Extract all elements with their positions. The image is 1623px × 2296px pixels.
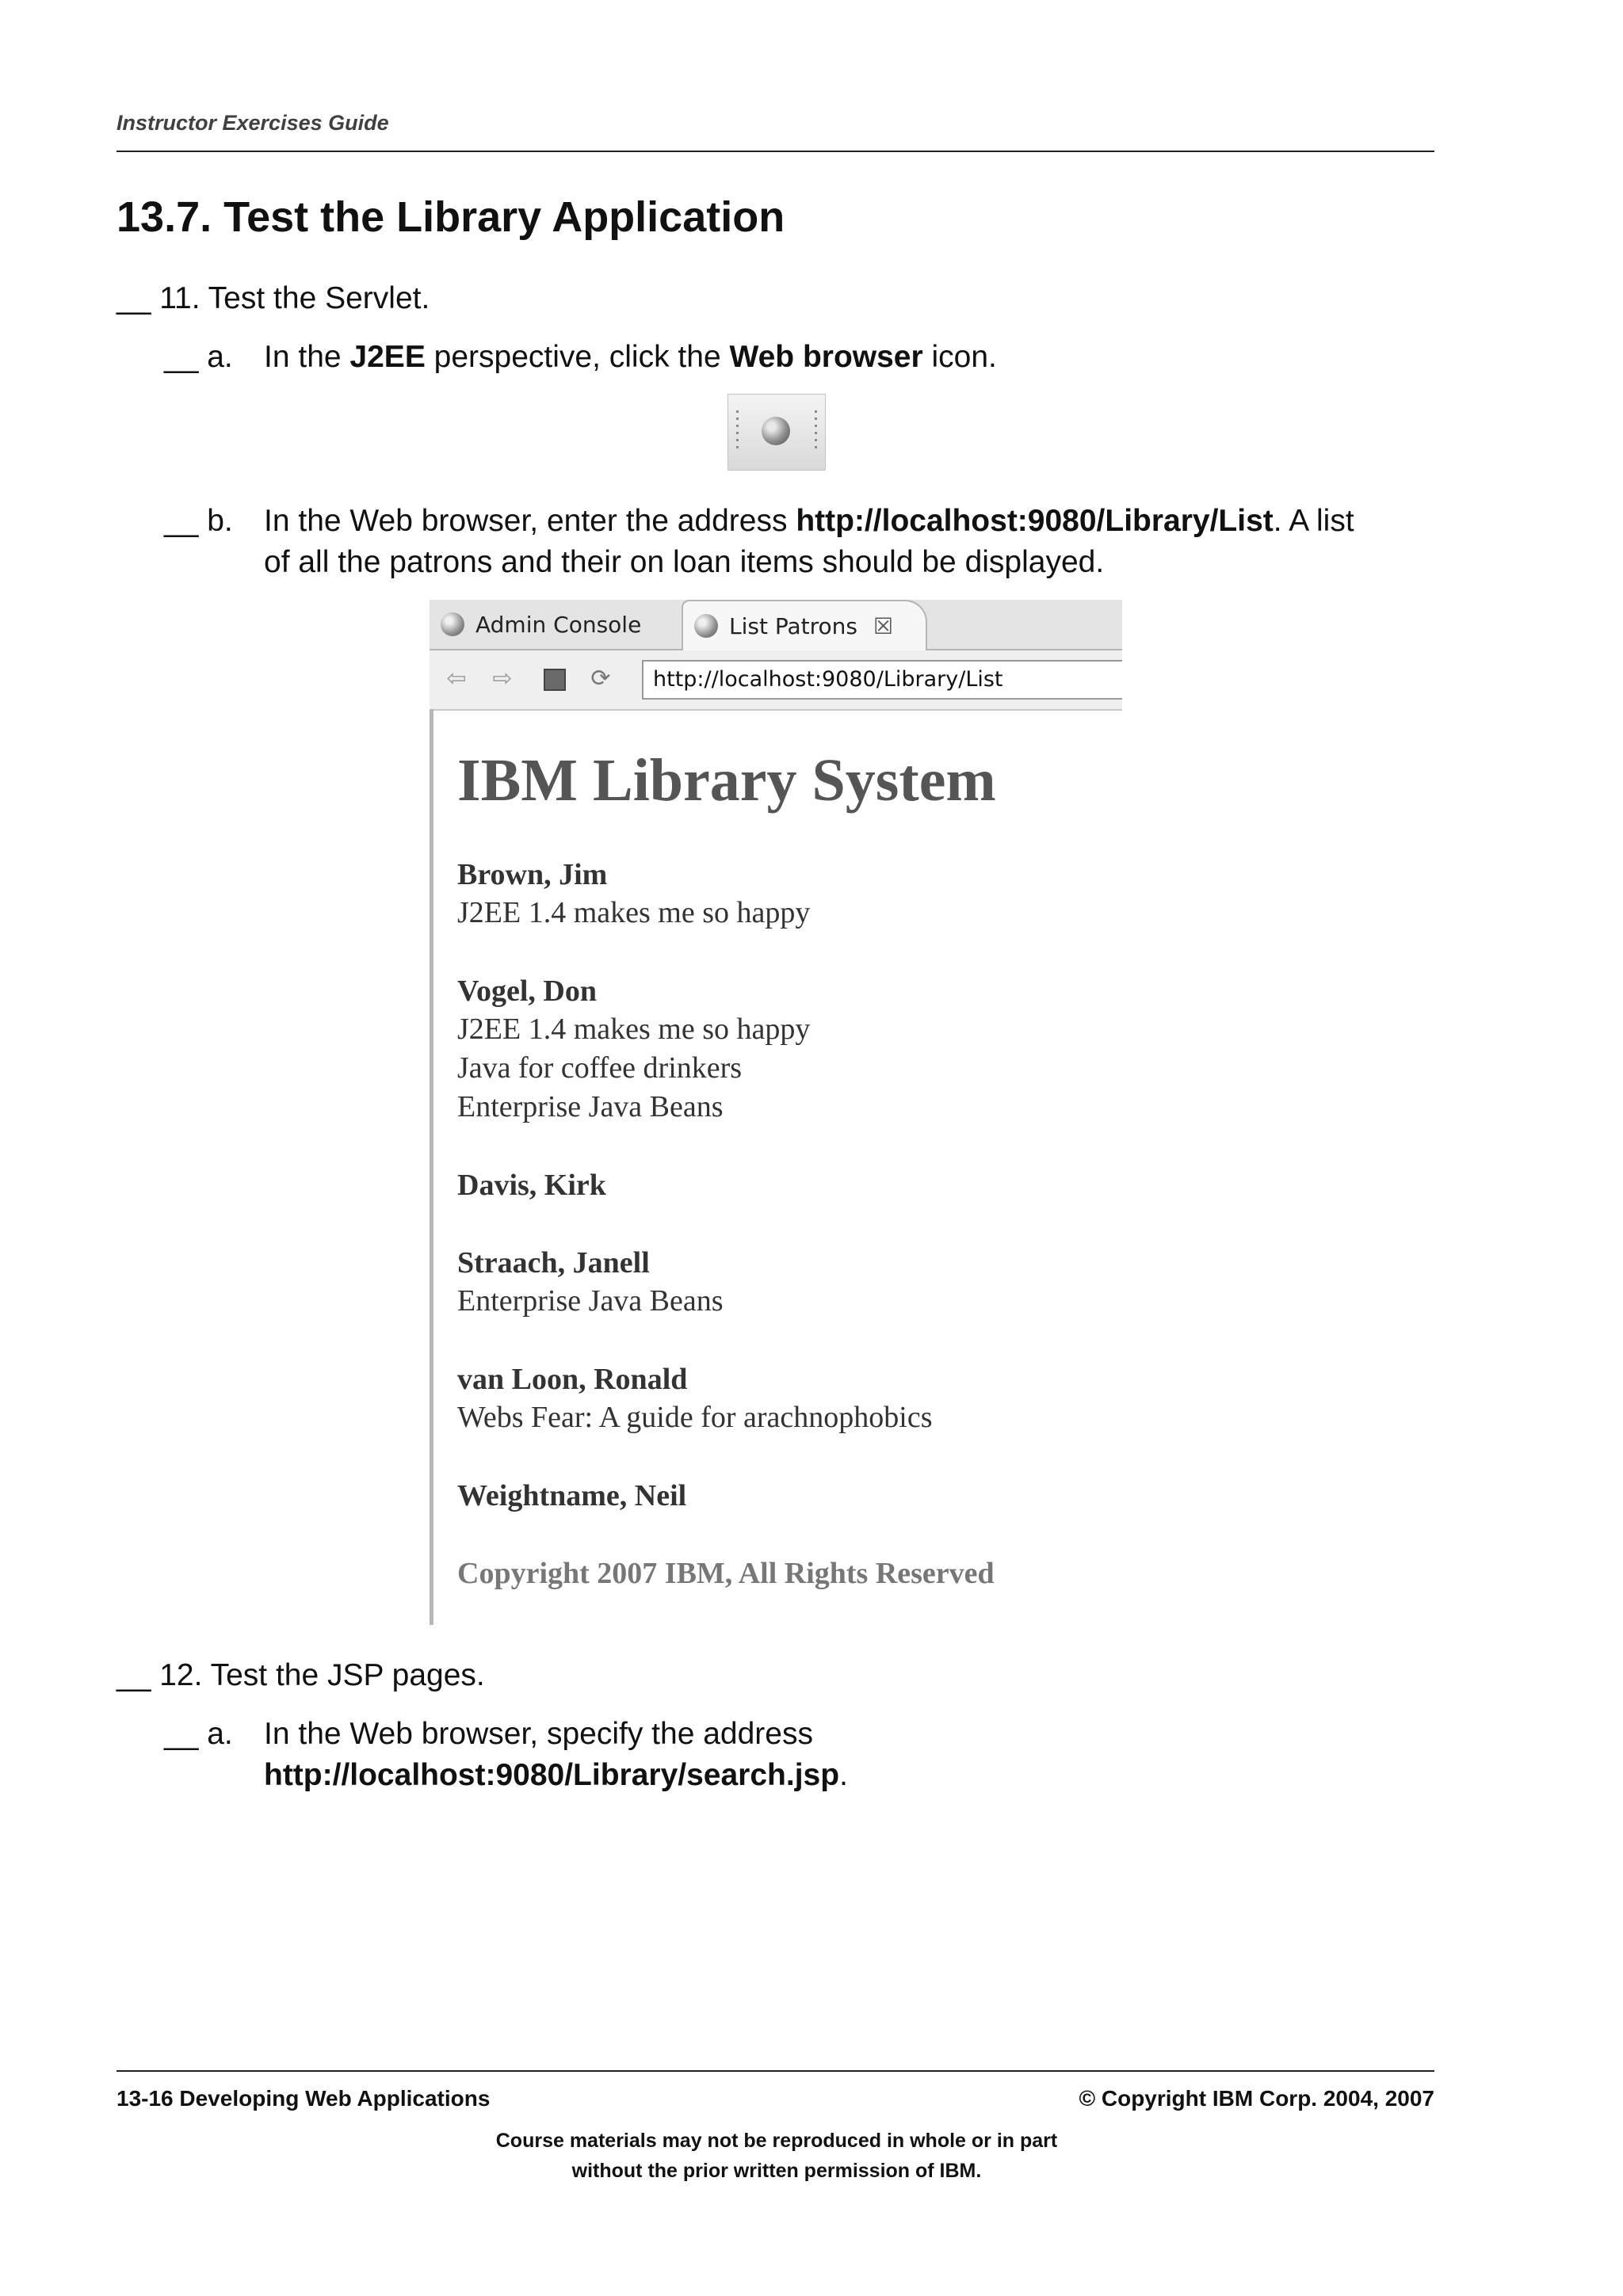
step-11a-blank bbox=[164, 337, 233, 378]
globe-icon bbox=[762, 417, 790, 445]
patron-entry bbox=[457, 1244, 996, 1321]
step-11b-text bbox=[264, 501, 1453, 583]
patron-name: Brown, Jim bbox=[457, 858, 608, 891]
footer-rule bbox=[116, 2070, 1434, 2072]
patron-entry bbox=[457, 1477, 996, 1515]
checkbox-blank: __ bbox=[116, 281, 151, 315]
step-text: . A list bbox=[1273, 504, 1354, 538]
browser-screenshot bbox=[430, 600, 1122, 1625]
step-text: In the Web browser, specify the address bbox=[264, 1717, 813, 1751]
footer-page-label: 13-16 Developing Web Applications bbox=[116, 2086, 491, 2111]
tab-label: Admin Console bbox=[475, 611, 642, 638]
step-text: In the bbox=[264, 340, 350, 374]
globe-icon bbox=[694, 614, 718, 638]
tab-admin-console[interactable] bbox=[441, 600, 678, 649]
patron-entry bbox=[457, 1360, 996, 1437]
browser-tab-bar bbox=[430, 600, 1122, 650]
page-edge-divider bbox=[430, 709, 433, 1625]
patron-name: Weightname, Neil bbox=[457, 1479, 687, 1512]
checkbox-blank: __ bbox=[164, 340, 199, 374]
step-11 bbox=[116, 278, 430, 319]
header-rule bbox=[116, 151, 1434, 152]
loan-item: J2EE 1.4 makes me so happy bbox=[457, 896, 811, 929]
step-marker: a. bbox=[207, 340, 233, 374]
step-marker: b. bbox=[207, 504, 233, 538]
tab-label: List Patrons bbox=[729, 612, 857, 639]
step-label: 12. Test the JSP pages. bbox=[159, 1658, 485, 1692]
patron-name: Davis, Kirk bbox=[457, 1169, 606, 1202]
close-icon[interactable]: ☒ bbox=[873, 612, 894, 639]
patron-entry bbox=[457, 1166, 996, 1204]
step-text: icon. bbox=[922, 340, 997, 374]
page-heading: IBM Library System bbox=[457, 747, 996, 814]
loan-item: Webs Fear: A guide for arachnophobics bbox=[457, 1401, 933, 1434]
toolbar-grip-icon bbox=[815, 410, 817, 453]
loan-item: Java for coffee drinkers bbox=[457, 1051, 743, 1085]
step-11b-blank bbox=[164, 501, 233, 542]
patron-name: Vogel, Don bbox=[457, 974, 597, 1008]
footer-copyright: © Copyright IBM Corp. 2004, 2007 bbox=[1079, 2086, 1434, 2111]
step-11a-text bbox=[264, 337, 997, 378]
page-copyright: Copyright 2007 IBM, All Rights Reserved bbox=[457, 1557, 995, 1590]
running-header: Instructor Exercises Guide bbox=[116, 111, 389, 135]
step-text: . bbox=[839, 1758, 848, 1792]
toolbar-grip-icon bbox=[736, 410, 739, 453]
step-text-bold: J2EE bbox=[349, 340, 426, 374]
checkbox-blank: __ bbox=[164, 504, 199, 538]
step-marker: a. bbox=[207, 1717, 233, 1751]
patron-list bbox=[457, 856, 996, 1515]
url-text-bold: http://localhost:9080/Library/List bbox=[796, 504, 1274, 538]
step-label: 11. Test the Servlet. bbox=[159, 281, 430, 315]
step-text: In the Web browser, enter the address bbox=[264, 504, 796, 538]
step-12a-blank bbox=[164, 1714, 233, 1755]
url-text-bold: http://localhost:9080/Library/search.jsp bbox=[264, 1758, 840, 1792]
patron-name: Straach, Janell bbox=[457, 1246, 650, 1280]
patron-entry bbox=[457, 972, 996, 1127]
patron-entry bbox=[457, 856, 996, 933]
forward-arrow-icon[interactable]: ⇨ bbox=[492, 665, 513, 692]
web-browser-toolbar-image bbox=[727, 394, 826, 471]
footer-note bbox=[0, 2126, 1553, 2186]
step-12 bbox=[116, 1655, 485, 1696]
footer-note-line: Course materials may not be reproduced in whole or in part bbox=[495, 2130, 1058, 2152]
stop-icon[interactable] bbox=[540, 665, 569, 693]
loan-item: Enterprise Java Beans bbox=[457, 1284, 724, 1318]
globe-icon bbox=[441, 612, 464, 636]
loan-item: J2EE 1.4 makes me so happy bbox=[457, 1013, 811, 1046]
loan-item: Enterprise Java Beans bbox=[457, 1090, 724, 1123]
step-text: of all the patrons and their on loan items should be displayed. bbox=[264, 545, 1105, 579]
checkbox-blank: __ bbox=[164, 1717, 199, 1751]
section-title: 13.7. Test the Library Application bbox=[116, 193, 785, 241]
patron-name: van Loon, Ronald bbox=[457, 1363, 688, 1396]
checkbox-blank: __ bbox=[116, 1658, 151, 1692]
footer-note-line: without the prior written permission of IBM. bbox=[571, 2160, 982, 2182]
url-input[interactable]: http://localhost:9080/Library/List bbox=[642, 660, 1122, 700]
back-arrow-icon[interactable]: ⇦ bbox=[446, 665, 467, 692]
step-text-bold: Web browser bbox=[729, 340, 923, 374]
browser-nav-bar bbox=[430, 650, 1122, 711]
step-text: perspective, click the bbox=[425, 340, 730, 374]
page-content bbox=[457, 745, 996, 1591]
refresh-icon[interactable]: ⟳ bbox=[590, 665, 611, 692]
tab-list-patrons[interactable] bbox=[682, 600, 927, 650]
step-12a-text bbox=[264, 1714, 848, 1796]
